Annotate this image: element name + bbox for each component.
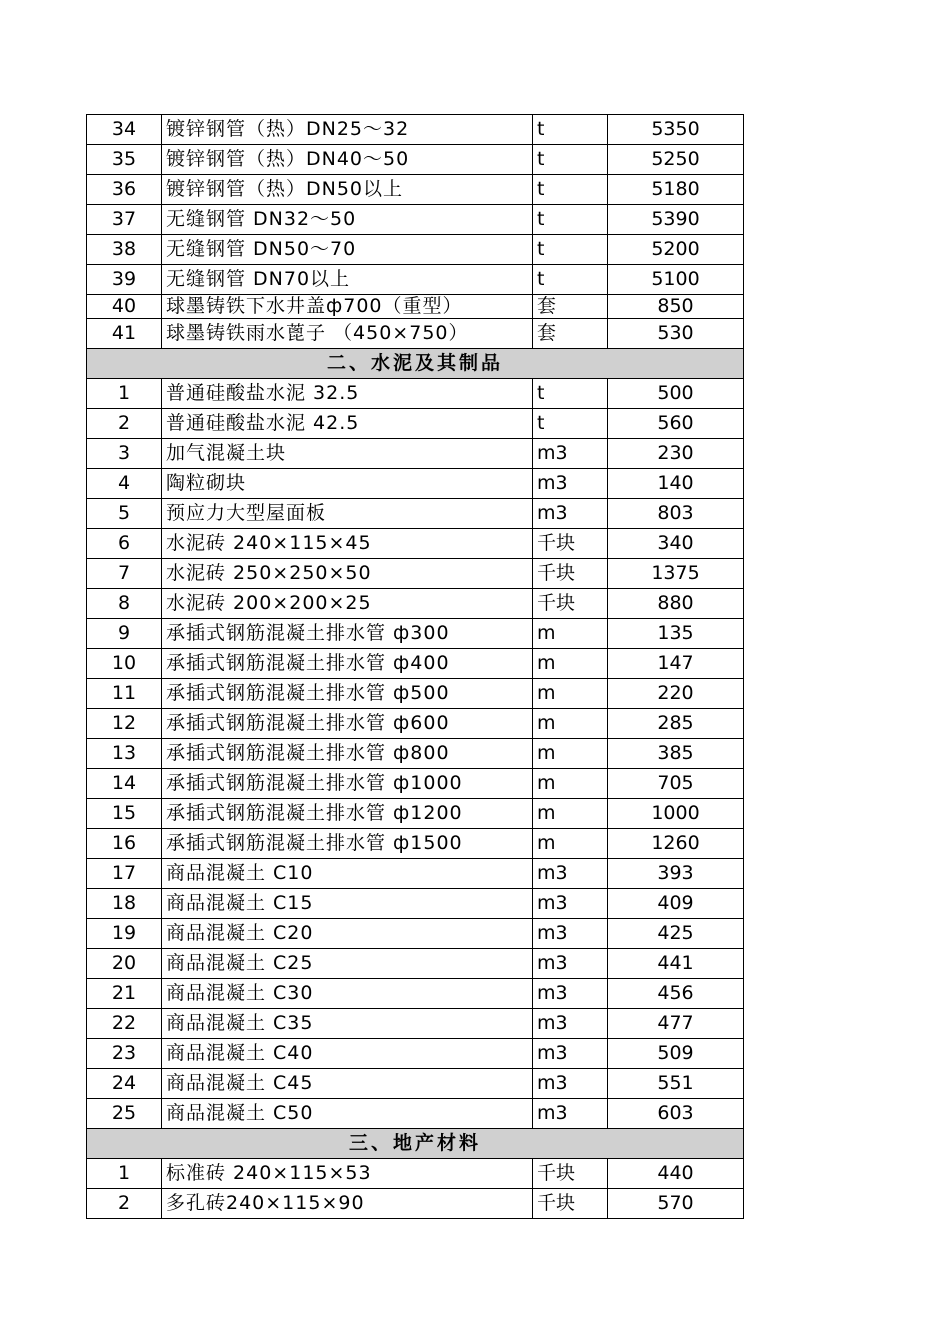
price-cell: 880 [608, 589, 744, 619]
table-row [87, 949, 744, 979]
price-cell: 803 [608, 499, 744, 529]
table-row [87, 799, 744, 829]
table-row [87, 919, 744, 949]
section-header-row [87, 1129, 744, 1159]
table-row [87, 1009, 744, 1039]
material-name-cell: 承插式钢筋混凝土排水管 ф1000 [162, 769, 533, 799]
price-cell: 441 [608, 949, 744, 979]
price-table-body [87, 115, 744, 1219]
material-name-cell: 承插式钢筋混凝土排水管 ф800 [162, 739, 533, 769]
price-cell: 560 [608, 409, 744, 439]
price-cell: 5180 [608, 175, 744, 205]
table-row [87, 499, 744, 529]
row-number-cell: 23 [87, 1039, 162, 1069]
material-name-cell: 镀锌钢管（热）DN40～50 [162, 145, 533, 175]
price-cell: 500 [608, 379, 744, 409]
row-number-cell: 35 [87, 145, 162, 175]
row-number-cell: 34 [87, 115, 162, 145]
price-cell: 135 [608, 619, 744, 649]
material-name-cell: 承插式钢筋混凝土排水管 ф400 [162, 649, 533, 679]
unit-cell: m [533, 739, 608, 769]
unit-cell: m3 [533, 949, 608, 979]
table-row [87, 265, 744, 295]
price-cell: 5350 [608, 115, 744, 145]
table-row [87, 295, 744, 319]
price-cell: 705 [608, 769, 744, 799]
material-name-cell: 水泥砖 200×200×25 [162, 589, 533, 619]
unit-cell: t [533, 235, 608, 265]
price-cell: 603 [608, 1099, 744, 1129]
table-row [87, 859, 744, 889]
row-number-cell: 40 [87, 295, 162, 319]
row-number-cell: 18 [87, 889, 162, 919]
price-cell: 5390 [608, 205, 744, 235]
material-name-cell: 无缝钢管 DN50～70 [162, 235, 533, 265]
material-name-cell: 商品混凝土 C40 [162, 1039, 533, 1069]
material-name-cell: 球墨铸铁雨水蓖子 （450×750） [162, 319, 533, 349]
row-number-cell: 8 [87, 589, 162, 619]
row-number-cell: 15 [87, 799, 162, 829]
material-name-cell: 商品混凝土 C25 [162, 949, 533, 979]
price-cell: 5200 [608, 235, 744, 265]
table-row [87, 1069, 744, 1099]
row-number-cell: 1 [87, 379, 162, 409]
material-name-cell: 商品混凝土 C50 [162, 1099, 533, 1129]
price-cell: 220 [608, 679, 744, 709]
table-row [87, 679, 744, 709]
row-number-cell: 38 [87, 235, 162, 265]
material-name-cell: 承插式钢筋混凝土排水管 ф500 [162, 679, 533, 709]
unit-cell: m3 [533, 1069, 608, 1099]
row-number-cell: 10 [87, 649, 162, 679]
price-cell: 570 [608, 1189, 744, 1219]
row-number-cell: 4 [87, 469, 162, 499]
material-name-cell: 承插式钢筋混凝土排水管 ф300 [162, 619, 533, 649]
unit-cell: t [533, 379, 608, 409]
unit-cell: 千块 [533, 589, 608, 619]
material-name-cell: 多孔砖240×115×90 [162, 1189, 533, 1219]
table-row [87, 409, 744, 439]
price-cell: 456 [608, 979, 744, 1009]
price-cell: 1000 [608, 799, 744, 829]
row-number-cell: 36 [87, 175, 162, 205]
table-row [87, 559, 744, 589]
price-cell: 5250 [608, 145, 744, 175]
table-row [87, 1159, 744, 1189]
unit-cell: 千块 [533, 529, 608, 559]
material-name-cell: 标准砖 240×115×53 [162, 1159, 533, 1189]
row-number-cell: 6 [87, 529, 162, 559]
price-cell: 393 [608, 859, 744, 889]
table-row [87, 1039, 744, 1069]
table-row [87, 235, 744, 265]
unit-cell: 套 [533, 295, 608, 319]
unit-cell: m3 [533, 439, 608, 469]
row-number-cell: 11 [87, 679, 162, 709]
unit-cell: t [533, 409, 608, 439]
material-name-cell: 商品混凝土 C20 [162, 919, 533, 949]
section-title: 三、地产材料 [87, 1129, 744, 1159]
table-row [87, 769, 744, 799]
row-number-cell: 16 [87, 829, 162, 859]
row-number-cell: 5 [87, 499, 162, 529]
price-table [86, 114, 744, 1219]
unit-cell: t [533, 265, 608, 295]
material-name-cell: 承插式钢筋混凝土排水管 ф1200 [162, 799, 533, 829]
row-number-cell: 20 [87, 949, 162, 979]
row-number-cell: 22 [87, 1009, 162, 1039]
material-name-cell: 预应力大型屋面板 [162, 499, 533, 529]
row-number-cell: 1 [87, 1159, 162, 1189]
row-number-cell: 41 [87, 319, 162, 349]
unit-cell: t [533, 205, 608, 235]
section-header-row [87, 349, 744, 379]
material-name-cell: 球墨铸铁下水井盖ф700（重型） [162, 295, 533, 319]
price-cell: 530 [608, 319, 744, 349]
material-name-cell: 无缝钢管 DN70以上 [162, 265, 533, 295]
row-number-cell: 17 [87, 859, 162, 889]
price-cell: 425 [608, 919, 744, 949]
row-number-cell: 21 [87, 979, 162, 1009]
table-row [87, 889, 744, 919]
table-row [87, 649, 744, 679]
price-cell: 285 [608, 709, 744, 739]
unit-cell: m [533, 799, 608, 829]
price-cell: 340 [608, 529, 744, 559]
row-number-cell: 2 [87, 409, 162, 439]
table-row [87, 115, 744, 145]
unit-cell: m3 [533, 979, 608, 1009]
row-number-cell: 39 [87, 265, 162, 295]
unit-cell: m [533, 769, 608, 799]
material-name-cell: 水泥砖 240×115×45 [162, 529, 533, 559]
row-number-cell: 7 [87, 559, 162, 589]
table-row [87, 1189, 744, 1219]
unit-cell: 千块 [533, 1159, 608, 1189]
material-name-cell: 商品混凝土 C35 [162, 1009, 533, 1039]
price-cell: 850 [608, 295, 744, 319]
unit-cell: m [533, 649, 608, 679]
row-number-cell: 13 [87, 739, 162, 769]
material-name-cell: 承插式钢筋混凝土排水管 ф600 [162, 709, 533, 739]
row-number-cell: 24 [87, 1069, 162, 1099]
material-name-cell: 水泥砖 250×250×50 [162, 559, 533, 589]
price-cell: 477 [608, 1009, 744, 1039]
table-row [87, 145, 744, 175]
price-cell: 140 [608, 469, 744, 499]
material-name-cell: 普通硅酸盐水泥 32.5 [162, 379, 533, 409]
row-number-cell: 19 [87, 919, 162, 949]
unit-cell: m3 [533, 1009, 608, 1039]
row-number-cell: 2 [87, 1189, 162, 1219]
price-cell: 147 [608, 649, 744, 679]
price-cell: 1375 [608, 559, 744, 589]
unit-cell: t [533, 175, 608, 205]
price-cell: 230 [608, 439, 744, 469]
table-row [87, 709, 744, 739]
table-row [87, 619, 744, 649]
unit-cell: m3 [533, 919, 608, 949]
unit-cell: 千块 [533, 1189, 608, 1219]
unit-cell: 千块 [533, 559, 608, 589]
price-cell: 5100 [608, 265, 744, 295]
table-row [87, 205, 744, 235]
table-row [87, 829, 744, 859]
unit-cell: m3 [533, 859, 608, 889]
unit-cell: t [533, 145, 608, 175]
section-title: 二、水泥及其制品 [87, 349, 744, 379]
table-row [87, 439, 744, 469]
material-name-cell: 普通硅酸盐水泥 42.5 [162, 409, 533, 439]
material-name-cell: 镀锌钢管（热）DN25～32 [162, 115, 533, 145]
row-number-cell: 14 [87, 769, 162, 799]
table-row [87, 175, 744, 205]
material-name-cell: 商品混凝土 C30 [162, 979, 533, 1009]
unit-cell: 套 [533, 319, 608, 349]
table-row [87, 469, 744, 499]
price-cell: 509 [608, 1039, 744, 1069]
material-name-cell: 承插式钢筋混凝土排水管 ф1500 [162, 829, 533, 859]
unit-cell: m [533, 829, 608, 859]
price-cell: 1260 [608, 829, 744, 859]
table-row [87, 589, 744, 619]
table-row [87, 739, 744, 769]
unit-cell: m3 [533, 889, 608, 919]
table-row [87, 529, 744, 559]
unit-cell: m3 [533, 469, 608, 499]
price-cell: 385 [608, 739, 744, 769]
table-row [87, 379, 744, 409]
table-row [87, 319, 744, 349]
row-number-cell: 12 [87, 709, 162, 739]
material-name-cell: 镀锌钢管（热）DN50以上 [162, 175, 533, 205]
price-cell: 440 [608, 1159, 744, 1189]
material-name-cell: 商品混凝土 C15 [162, 889, 533, 919]
row-number-cell: 37 [87, 205, 162, 235]
material-name-cell: 加气混凝土块 [162, 439, 533, 469]
row-number-cell: 25 [87, 1099, 162, 1129]
row-number-cell: 9 [87, 619, 162, 649]
price-cell: 551 [608, 1069, 744, 1099]
row-number-cell: 3 [87, 439, 162, 469]
material-name-cell: 无缝钢管 DN32～50 [162, 205, 533, 235]
unit-cell: m3 [533, 1039, 608, 1069]
unit-cell: t [533, 115, 608, 145]
unit-cell: m3 [533, 1099, 608, 1129]
unit-cell: m [533, 619, 608, 649]
unit-cell: m [533, 709, 608, 739]
material-name-cell: 商品混凝土 C45 [162, 1069, 533, 1099]
unit-cell: m [533, 679, 608, 709]
material-name-cell: 陶粒砌块 [162, 469, 533, 499]
table-row [87, 1099, 744, 1129]
unit-cell: m3 [533, 499, 608, 529]
price-cell: 409 [608, 889, 744, 919]
material-name-cell: 商品混凝土 C10 [162, 859, 533, 889]
table-row [87, 979, 744, 1009]
